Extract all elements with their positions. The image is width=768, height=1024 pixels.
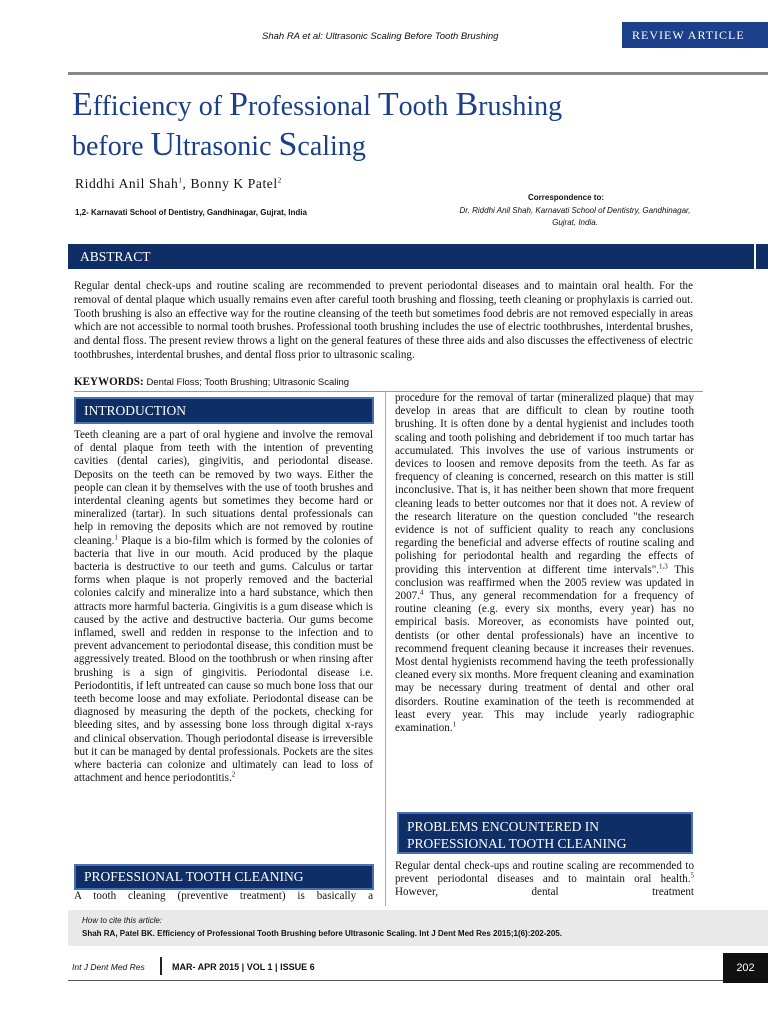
title-initial: B [455, 86, 479, 123]
problems-heading [397, 812, 693, 854]
professional-cleaning-heading: PROFESSIONAL TOOTH CLEANING [74, 864, 374, 890]
page-number: 202 [723, 953, 768, 983]
citation-mark: 2 [231, 770, 236, 779]
author-list: Riddhi Anil Shah$^1$, Bonny K Patel$^2$ [75, 176, 282, 191]
title-word: before [72, 131, 151, 162]
title-initial: E [72, 86, 93, 123]
paragraph-text: Regular dental check-ups and routine scaling are recommended to prevent periodontal diseases and to maintain oral health. [395, 860, 694, 886]
running-head: Shah RA et al: Ultrasonic Scaling Before Tooth Brushing [262, 31, 499, 42]
footer-journal: Int J Dent Med Res [72, 962, 145, 972]
problems-heading-line: PROFESSIONAL TOOTH CLEANING [407, 836, 627, 851]
title-initial: T [377, 86, 399, 123]
problems-heading-line: PROBLEMS ENCOUNTERED IN [407, 819, 600, 834]
abstract-text: Regular dental check-ups and routine scaling are recommended to prevent periodontal diseases and to maintain oral health. For the removal of dental plaque which usually remains even after careful tooth brushing and flossing, teeth cleaning or prophylaxis is carried out. Tooth brushing is also an effective way for the routine cleansing of the teeth but sometimes food debris are not removed especially in areas which are not accessible to normal tooth brushes. Professional tooth brushing includes the use of electric toothbrushes, interdental brushes, and dental floss. The present review throws a light on the general features of these three aids and also discusses the effectiveness of electric toothbrushes, interdental brushes, and dental floss prior to ultrasonic scaling. [74, 280, 693, 361]
correspondence-line: Gujrat, India. [552, 218, 598, 227]
keywords [74, 376, 349, 388]
affiliation: 1,2- Karnavati School of Dentistry, Gandhinagar, Gujrat, India [75, 208, 307, 217]
author-affil-mark: 2 [277, 176, 282, 185]
paragraph-text: Thus, any general recommendation for a frequency of routine cleaning (e.g. every six months, every year) has no empirical basis. Moreover, as economists have pointed out, dentists (or other dental professionals) have an incentive to recommend frequent cleaning because it increases their revenues. Most dental hygienists recommend having the teeth professionally cleaned every six months. More frequent cleaning and examination may be necessary during treatment of dental and other oral disorders. Routine examination of the teeth is recommended at least every year. This may include yearly radiographic examination. [395, 590, 694, 735]
keywords-value: Dental Floss; Tooth Brushing; Ultrasonic Scaling [146, 377, 350, 388]
citation-mark: 4 [419, 588, 424, 597]
title-word: rofessional [248, 91, 378, 122]
correspondence-label: Correspondence to: [528, 193, 605, 202]
column-divider [385, 391, 386, 906]
author-name: Riddhi Anil Shah [75, 176, 179, 191]
introduction-heading: INTRODUCTION [74, 397, 374, 424]
title-word: ltrasonic [175, 131, 279, 162]
title-line-2 [72, 126, 712, 166]
correspondence-address [430, 205, 720, 229]
citation-mark: 5 [690, 871, 694, 880]
title-line-1 [72, 86, 712, 126]
footer-rule [68, 980, 723, 981]
citation-mark: 1 [452, 720, 457, 729]
paragraph-text: However, dental treatment [395, 886, 694, 899]
paragraph-text: This conclusion was reaffirmed when the 2005 review was updated in 2007. [395, 563, 694, 603]
title-word: rushing [478, 91, 563, 122]
title-initial: U [150, 126, 176, 163]
title-word: caling [297, 131, 366, 162]
article-title [72, 86, 712, 166]
professional-cleaning-text: A tooth cleaning (preventive treatment) is basically a [74, 890, 373, 902]
title-initial: S [278, 126, 298, 163]
problems-text [395, 860, 694, 902]
citation-mark: 1,3 [659, 561, 668, 570]
paragraph-text: Plaque is a bio-film which is formed by the colonies of bacteria that live in our mouth. Acid produced by the plaque bacteria is destructive to our teeth and gums. Calculus or tartar forms when plaque is not properly removed and the bacterial colonies calcify and mineralize into a hard substance, which then attracts more harmful bacteria. Gingivitis is a gum disease which is caused by the active and destructive bacteria. Our gums become inflamed, swell and redden in response to the infection and to prevent advancement to periodontal disease, this condition must be aggressively treated. Blood on the toothbrush or when rinsing after brushing is a sign of gingivitis. Periodontal disease i.e. Periodontitis, if left untreated can cause so much bone loss that our teeth become loose and may exfoliate. Periodontal disease can be diagnosed by measuring the depth of the pockets, checking for bleeding sites, and by assessing bone loss through digital x-rays and clinical observation. Though periodontal disease is irreversible but it can be managed by dental professionals. Pockets are the sites where bacteria can colonize and ultimately can lead to loss of attachment and hence periodontitis. [74, 534, 373, 785]
header-rule [68, 72, 768, 75]
citation-text: Shah RA, Patel BK. Efficiency of Professional Tooth Brushing before Ultrasonic Scaling. Int J Dent Med Res 2015;1(6):202-205. [82, 929, 562, 938]
citation-box [68, 910, 768, 946]
abstract-heading-accent [756, 244, 768, 269]
correspondence-line: Dr. Riddhi Anil Shah, Karnavati School of Dentistry, Gandhinagar, [459, 206, 691, 215]
right-column-text [395, 392, 694, 735]
paragraph-text: Teeth cleaning are a part of oral hygiene and involve the removal of dental plaque from teeth with the intention of preventing cavities (dental caries), gingivitis, and periodontal disease. Deposits on the teeth can be removed by two ways. Either the people can clean it by themselves with the use of tooth brushes and interdental cleaning agents but sometimes they become hard or mineralized (tartar). In such situations dental professionals can help in removing the deposits which are not removed by routine cleaning. [74, 429, 373, 547]
title-word: ooth [398, 91, 456, 122]
keywords-label: KEYWORDS: [74, 376, 144, 388]
author-name: Bonny K Patel [190, 176, 278, 191]
citation-mark: 1 [114, 532, 118, 541]
paragraph-text: procedure for the removal of tartar (mineralized plaque) that may develop in areas that are difficult to clean by routine tooth brushing. It is often done by a dental hygienist and includes tooth scaling and tooth polishing and debridement if too much tartar has accumulated. This involves the use of various instruments or devices to loosen and remove deposits from the teeth. As far as frequency of cleaning is concerned, research on this matter is still inconclusive. That is, it has neither been shown that more frequent cleaning leads to better outcomes nor that it does not. A review of the research literature on the question concluded "the research evidence is not of sufficient quality to reach any conclusions regarding the beneficial and adverse effects of routine scaling and polishing for periodontal health and regarding the effects of providing this intervention at different time intervals". [395, 392, 694, 576]
footer-issue: MAR- APR 2015 | VOL 1 | ISSUE 6 [172, 962, 315, 972]
footer-separator [160, 957, 162, 975]
author-affil-mark: 1 [178, 176, 183, 185]
title-word: fficiency of [92, 91, 230, 122]
introduction-text [74, 429, 373, 785]
article-type-badge: REVIEW ARTICLE [622, 22, 768, 48]
abstract-heading: ABSTRACT [68, 244, 754, 269]
citation-label: How to cite this article: [82, 916, 163, 925]
title-initial: P [229, 86, 249, 123]
